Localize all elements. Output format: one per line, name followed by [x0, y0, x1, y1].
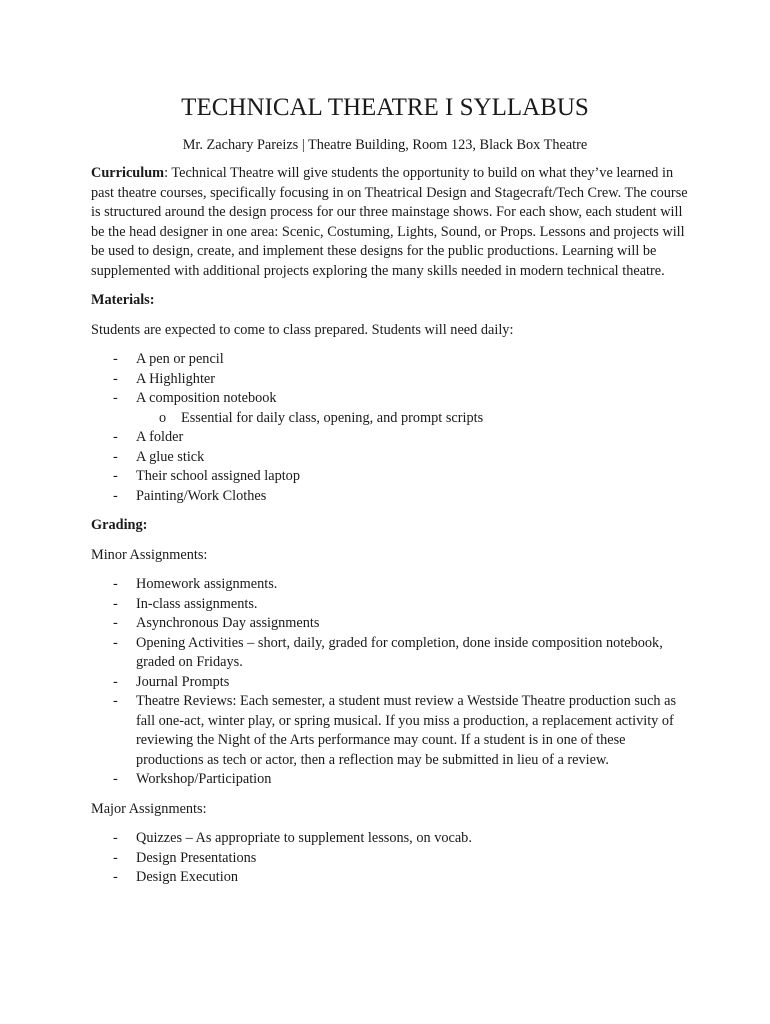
- curriculum-label: Curriculum: [91, 165, 165, 181]
- list-item: [91, 575, 691, 595]
- list-item-text: A folder: [136, 429, 184, 445]
- dash-bullet: -: [113, 576, 118, 592]
- list-item-text: Design Execution: [136, 869, 239, 885]
- list-item: [91, 614, 691, 634]
- list-item-text: Their school assigned laptop: [136, 468, 300, 484]
- list-item-text: Painting/Work Clothes: [136, 487, 267, 504]
- circle-bullet: o: [159, 409, 167, 426]
- list-item-text: Design Presentations: [136, 849, 257, 866]
- list-item: [91, 389, 691, 428]
- instructor-info: Mr. Zachary Pareizs | Theatre Building, Room 123, Black Box Theatre: [182, 137, 588, 153]
- grading-heading: Grading:: [91, 517, 148, 533]
- document-title: TECHNICAL THEATRE I SYLLABUS: [181, 94, 589, 121]
- dash-bullet: -: [113, 830, 118, 846]
- dash-bullet: -: [113, 673, 118, 690]
- list-item: [91, 829, 691, 849]
- dash-bullet: -: [113, 351, 118, 367]
- dash-bullet: -: [113, 468, 118, 484]
- list-item-text: In-class assignments.: [136, 595, 258, 612]
- list-item: [91, 350, 691, 370]
- materials-sublist: [136, 409, 691, 429]
- list-item: [91, 868, 691, 888]
- list-item: [91, 634, 691, 673]
- list-item: [91, 487, 691, 507]
- list-item-text: A pen or pencil: [136, 351, 224, 367]
- dash-bullet: -: [113, 429, 118, 445]
- list-item-text: A Highlighter: [136, 370, 216, 387]
- list-item: [91, 428, 691, 448]
- dash-bullet: -: [113, 869, 118, 885]
- list-item-text: Asynchronous Day assignments: [136, 615, 320, 631]
- list-item-text: A composition notebook: [136, 390, 277, 406]
- list-item-text: A glue stick: [136, 448, 205, 465]
- curriculum-paragraph: [91, 164, 691, 281]
- list-item-text: Essential for daily class, opening, and prompt scripts: [181, 409, 484, 426]
- dash-bullet: -: [113, 487, 118, 504]
- dash-bullet: -: [113, 615, 118, 631]
- document-body: [91, 164, 691, 898]
- dash-bullet: -: [113, 448, 118, 465]
- list-item: [91, 692, 691, 770]
- dash-bullet: -: [113, 634, 118, 651]
- list-item-text: Theatre Reviews: Each semester, a student must review a Westside Theatre production such as fall one-act, winter play, or spring musical. If you miss a production, a replacement activity of reviewing the Night of the Arts performance may count. If a student is in one of these productions as tech or actor, then a reflection may be submitted in lieu of a review.: [136, 693, 677, 768]
- curriculum-text: : Technical Theatre will give students the opportunity to build on what they’ve learned in past theatre courses, specifically focusing in on Theatrical Design and Stagecraft/Tech Crew. The course is structured around the design process for our three mainstage shows. For each show, each student will be the head designer in one area: Scenic, Costuming, Lights, Sound, or Props. Lessons and projects will be used to design, create, and implement these designs for the public productions. Learning will be supplemented with additional projects exploring the many skills needed in modern technical theatre.: [91, 165, 688, 279]
- list-item: [91, 448, 691, 468]
- dash-bullet: -: [113, 849, 118, 866]
- list-item: [91, 595, 691, 615]
- list-item-text: Homework assignments.: [136, 576, 278, 592]
- dash-bullet: -: [113, 390, 118, 406]
- major-assignments-list: [91, 829, 691, 888]
- major-assignments-heading: Major Assignments:: [91, 800, 207, 817]
- materials-intro: Students are expected to come to class prepared. Students will need daily:: [91, 321, 514, 338]
- dash-bullet: -: [113, 595, 118, 612]
- minor-assignments-list: [91, 575, 691, 790]
- dash-bullet: -: [113, 771, 118, 787]
- list-item: [136, 409, 691, 429]
- list-item-text: Opening Activities – short, daily, graded for completion, done inside composition notebook, graded on Fridays.: [136, 634, 663, 670]
- dash-bullet: -: [113, 370, 118, 387]
- list-item: [91, 770, 691, 790]
- dash-bullet: -: [113, 693, 118, 709]
- list-item: [91, 370, 691, 390]
- minor-assignments-heading: Minor Assignments:: [91, 546, 208, 563]
- list-item: [91, 673, 691, 693]
- list-item-text: Journal Prompts: [136, 673, 230, 690]
- list-item: [91, 467, 691, 487]
- list-item-text: Quizzes – As appropriate to supplement lessons, on vocab.: [136, 830, 472, 846]
- materials-list: [91, 350, 691, 506]
- materials-heading: Materials:: [91, 292, 155, 308]
- list-item: [91, 849, 691, 869]
- list-item-text: Workshop/Participation: [136, 771, 272, 787]
